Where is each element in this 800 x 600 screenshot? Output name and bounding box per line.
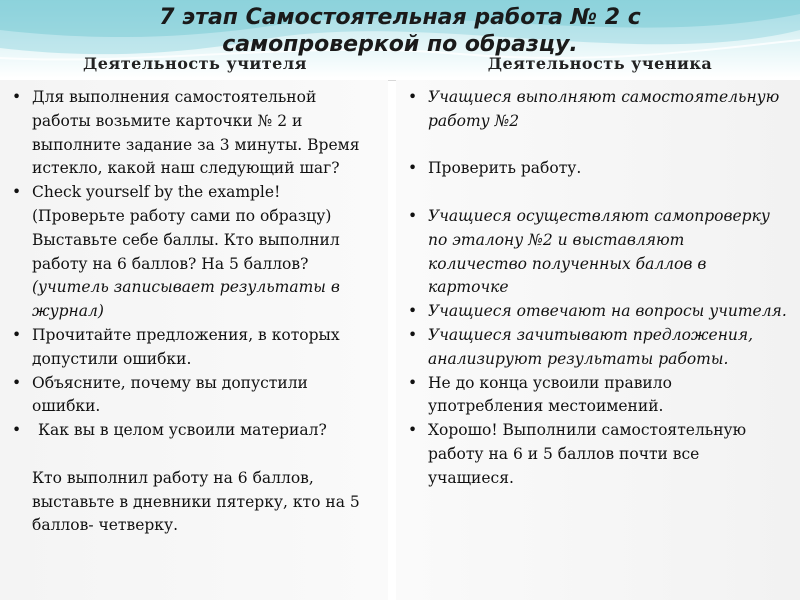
student-column-header: Деятельность ученика	[487, 54, 713, 73]
bullet-icon: •	[12, 88, 22, 106]
student-item-text: Учащиеся осуществляют самопроверку по эталону №2 и выставляют количество полученных баллов в карточке	[428, 206, 770, 297]
bullet-icon: •	[12, 421, 22, 440]
bullet-icon: •	[408, 206, 418, 225]
student-item-text: Учащиеся зачитывают предложения, анализируют результаты работы.	[428, 325, 754, 368]
teacher-item-text: Объясните, почему вы допустили ошибки.	[32, 373, 308, 416]
list-item	[2, 86, 362, 181]
bullet-icon: •	[12, 373, 22, 392]
list-item	[398, 86, 788, 134]
bullet-icon: •	[408, 421, 418, 440]
bullet-icon: •	[408, 159, 418, 178]
bullet-icon: •	[408, 88, 418, 106]
teacher-activity-list	[2, 86, 362, 538]
student-item-text: Проверить работу.	[428, 159, 582, 178]
list-spacer	[398, 181, 788, 205]
student-item-text: Хорошо! Выполнили самостоятельную работу на 6 и 5 баллов почти все учащиеся.	[428, 421, 747, 487]
student-item-text: Не до конца усвоили правило употребления местоимений.	[428, 373, 672, 416]
bullet-icon: •	[408, 302, 418, 321]
list-item	[398, 372, 788, 420]
list-item	[2, 372, 362, 420]
teacher-item-text: Для выполнения самостоятельной работы возьмите карточки № 2 и выполните задание за 3 минуты. Время истекло, какой наш следующий шаг?	[32, 88, 360, 178]
list-spacer	[398, 134, 788, 158]
student-item-text: Учащиеся выполняют самостоятельную работу №2	[428, 88, 780, 130]
bullet-icon: •	[408, 325, 418, 344]
list-item	[398, 205, 788, 300]
teacher-item-note: (учитель записывает результаты в журнал)	[32, 278, 340, 321]
list-item	[398, 300, 788, 324]
student-item-text: Учащиеся отвечают на вопросы учителя.	[428, 302, 787, 321]
list-item	[398, 419, 788, 490]
bullet-icon: •	[12, 325, 22, 344]
list-item	[2, 324, 362, 372]
list-item	[2, 181, 362, 324]
teacher-final-text: Кто выполнил работу на 6 баллов, выставьте в дневники пятерку, кто на 5 баллов- четверку.	[32, 468, 360, 535]
list-item	[2, 419, 362, 443]
list-spacer	[2, 443, 362, 467]
list-item	[398, 324, 788, 372]
teacher-item-text: Как вы в целом усвоили материал?	[38, 421, 327, 440]
list-item	[398, 157, 788, 181]
teacher-item-text: Check yourself by the example!(Проверьте работу сами по образцу) Выставьте себе баллы. Кто выполнил работу на 6 баллов? На 5 баллов?	[32, 183, 340, 273]
bullet-icon: •	[12, 183, 22, 202]
page-title: 7 этап Самостоятельная работа № 2 с самопроверкой по образцу.	[159, 5, 641, 57]
list-item	[2, 467, 362, 538]
teacher-column-header: Деятельность учителя	[83, 54, 307, 73]
bullet-icon: •	[408, 373, 418, 392]
student-activity-list	[398, 86, 788, 491]
teacher-item-text: Прочитайте предложения, в которых допустили ошибки.	[32, 325, 340, 368]
